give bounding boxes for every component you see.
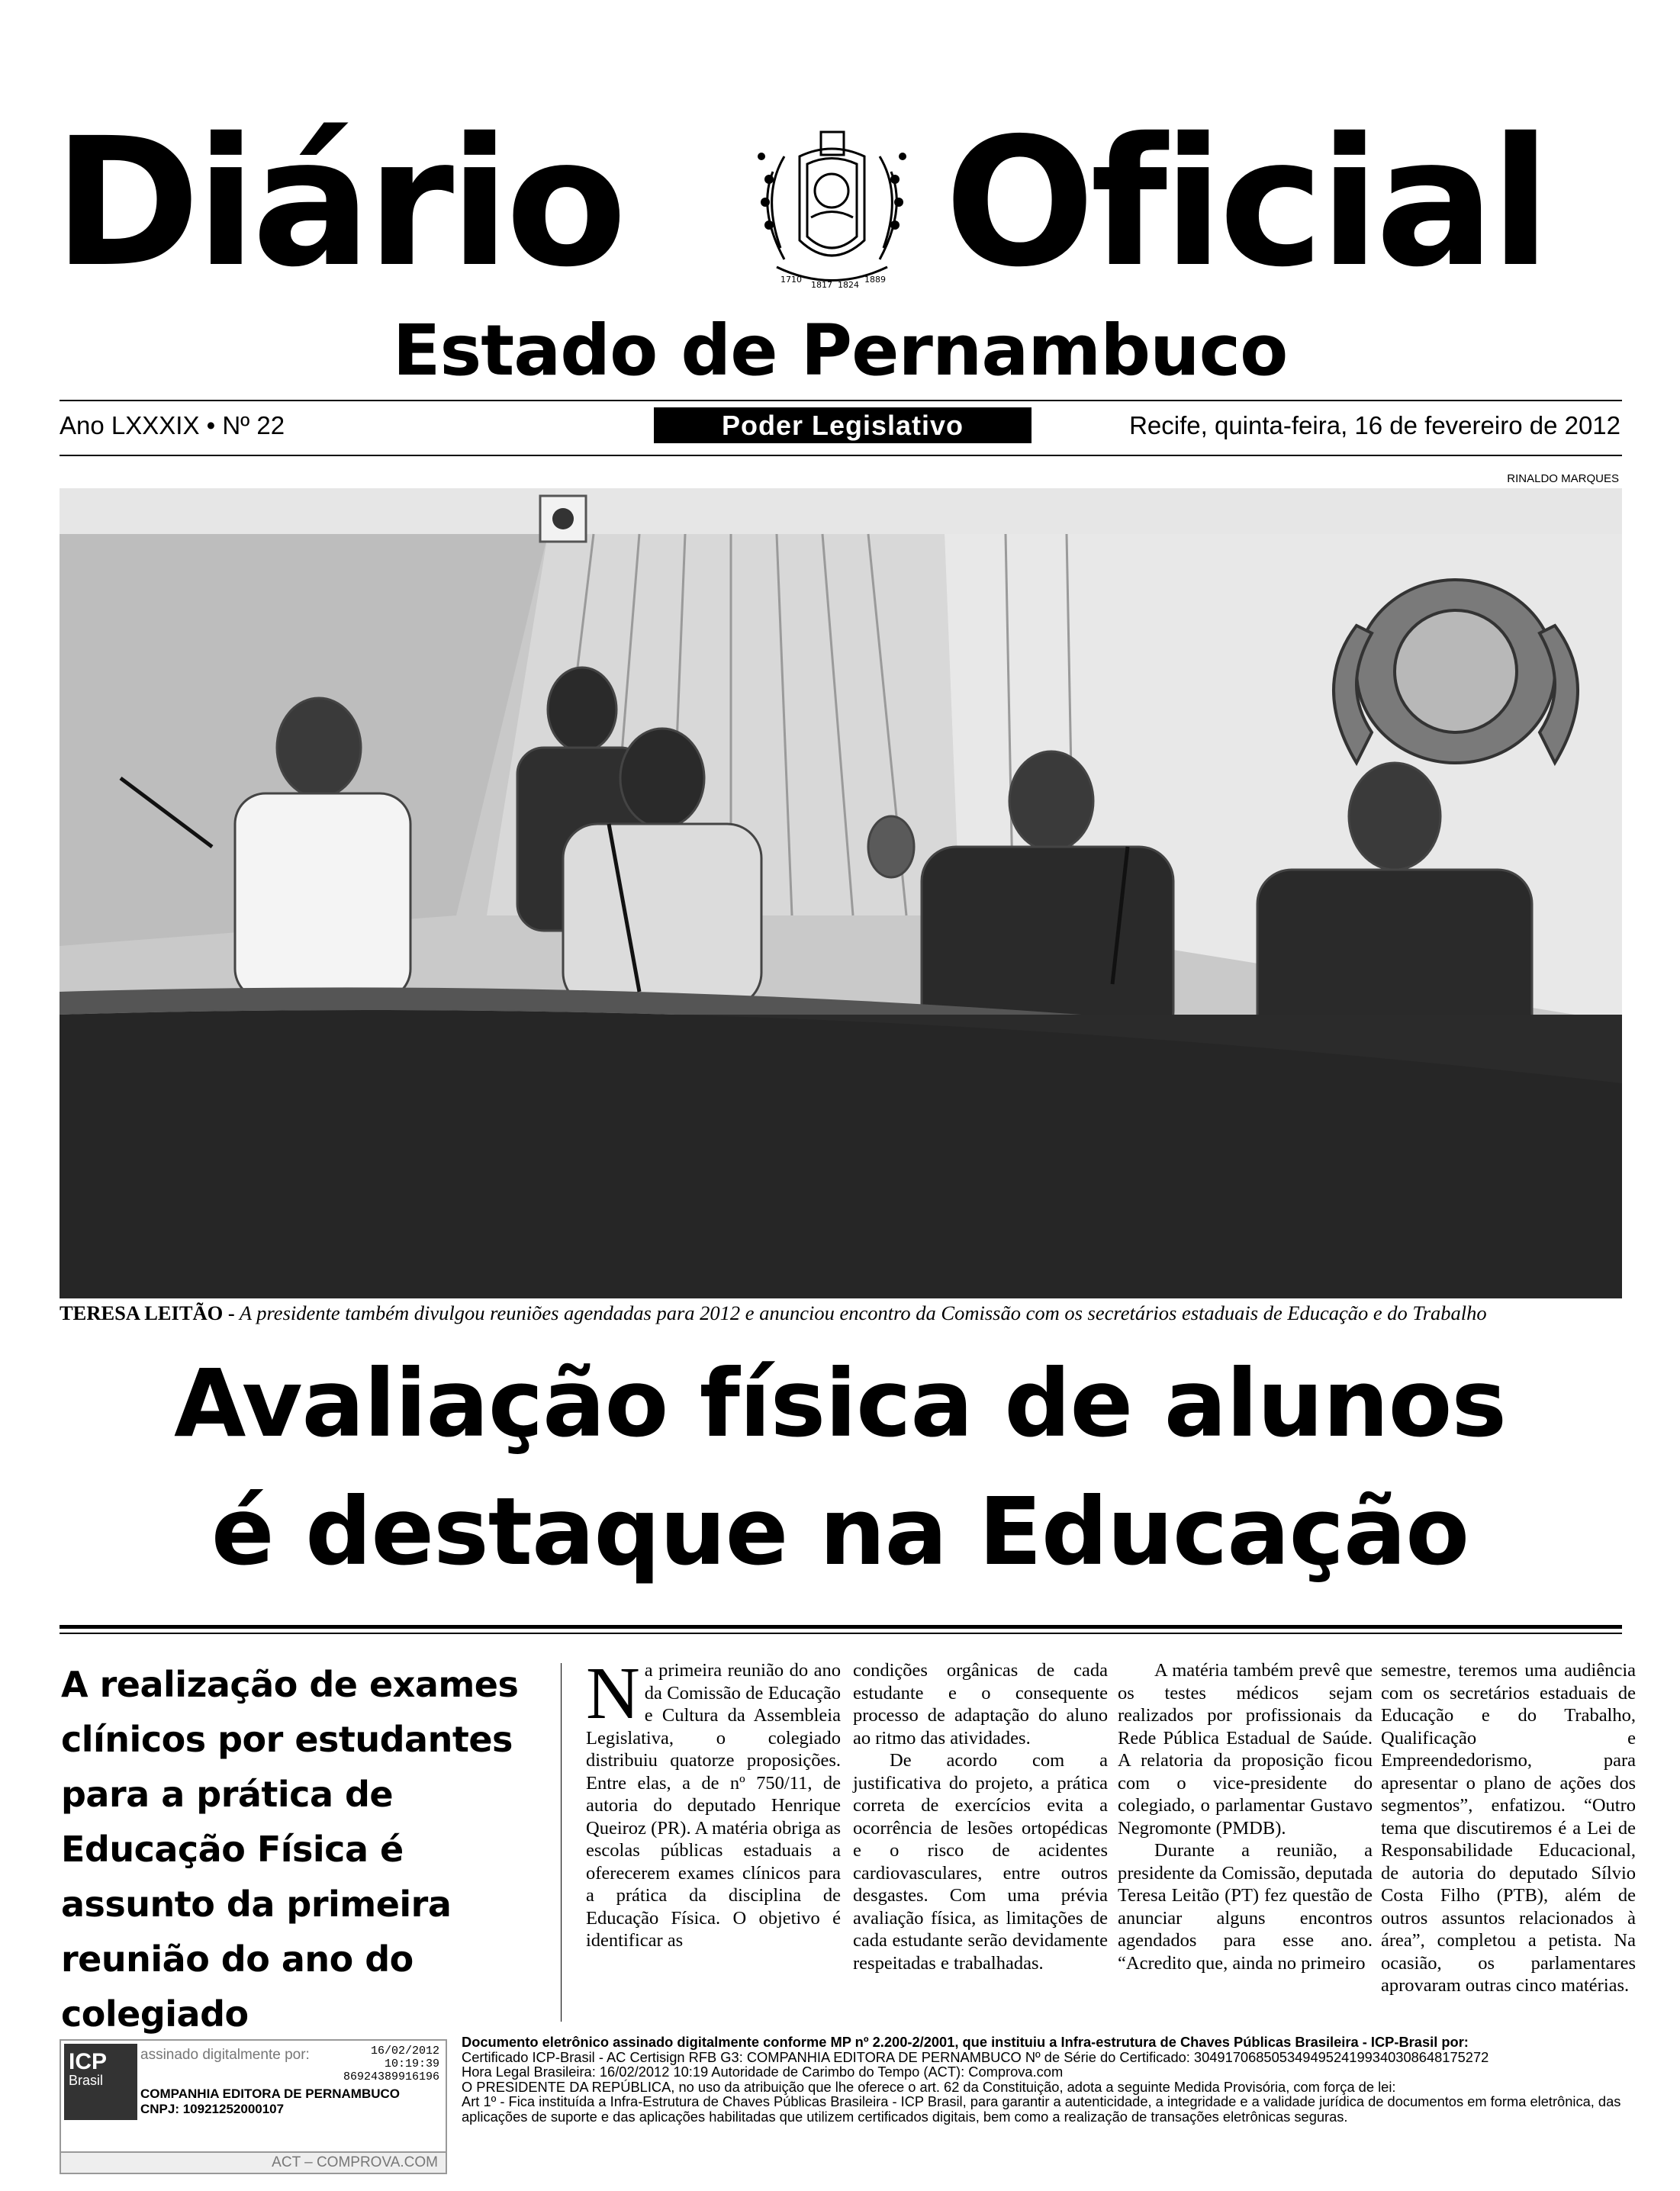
stamp-cnpj: CNPJ: 10921252000107	[140, 2102, 285, 2116]
article-paragraph: semestre, teremos uma audiência com os secretários estaduais de Educação e do Trabalho, Qualificação e Empreendedorismo, para apresentar o plano de ações dos segmentos”, enfatizou. “Outro tema que discutiremos é a Lei de Responsabilidade Educacional, de autoria do deputado Sílvio Costa Filho (PTB), além de outros assuntos relacionados à área”, completou a petista. Na ocasião, os parlamentares aprovaram outras cinco matérias.	[1381, 1660, 1636, 1996]
icp-logo-subtext: Brasil	[69, 2073, 104, 2088]
footer-line: Art 1º - Fica instituída a Infra-Estrutura de Chaves Públicas Brasileira - ICP Brasil, para garantir a autenticidade, a integridade e a validade jurídica de documentos em forma eletrônica, das aplicações de suporte e das aplicações habilitadas que utilizem certificados digitais, bem como a realização de transações eletrônicas seguras.	[462, 2093, 1621, 2125]
article-paragraph: a primeira reunião do ano da Comissão de Educação e Cultura da Assembleia Legislativa, o colegiado distribuiu quatorze proposições. Entre elas, a de nº 750/11, de autoria do deputado Henrique Queiroz (PR). A matéria obriga as escolas públicas estaduais a oferecerem exames clínicos para a prática da disciplina de Educação Física. O objetivo é identificar as	[586, 1660, 841, 1951]
headline-rule-thin	[60, 1633, 1622, 1634]
stamp-act-bar: ACT – COMPROVA.COM	[61, 2151, 446, 2173]
article-paragraph: condições orgânicas de cada estudante e o consequente processo de adaptação do aluno ao ritmo das atividades.	[853, 1660, 1108, 1749]
digital-signature-stamp	[60, 2039, 447, 2174]
headline-line-1: Avaliação física de alunos	[173, 1350, 1507, 1458]
headline-rule-thick	[60, 1625, 1622, 1629]
footer-line: Certificado ICP-Brasil - AC Certisign RFB G3: COMPANHIA EDITORA DE PERNAMBUCO Nº de Série do Certificado: 30491706850534949524199340308648175272	[462, 2048, 1489, 2065]
masthead-title-right: Oficial	[945, 100, 1546, 306]
photo-caption	[60, 1301, 1631, 1325]
column-divider	[561, 1663, 562, 2022]
drop-cap: N	[586, 1652, 640, 1735]
article-paragraph: A matéria também prevê que os testes médicos sejam realizados por profissionais da Rede Pública Estadual de Saúde. A relatoria da proposição ficou com o vice-presidente do colegiado, o parlamentar Gustavo Negromonte (PMDB).	[1118, 1660, 1373, 1839]
article-column-3	[1118, 1659, 1373, 1974]
photo-credit: RINALDO MARQUES	[1507, 472, 1619, 485]
issue-date: Recife, quinta-feira, 16 de fevereiro de 2012	[1129, 411, 1620, 439]
coat-year-3: 1824	[838, 280, 859, 290]
top-rule	[60, 400, 1622, 401]
coat-of-arms-emblem	[739, 126, 925, 301]
session-photo	[60, 488, 1622, 1298]
article-column-1	[586, 1652, 841, 1952]
coat-year-1: 1710	[780, 275, 802, 285]
issue-number: Ano LXXXIX • Nº 22	[60, 411, 285, 439]
article-paragraph: De acordo com a justificativa do projeto, a prática correta de exercícios evita a ocorrência de lesões ortopédicas e o risco de acidentes cardiovasculares, entre outros desgastes. Com uma prévia avaliação física, as limitações de cada estudante serão devidamente respeitadas e trabalhadas.	[853, 1750, 1108, 1974]
stamp-company: COMPANHIA EDITORA DE PERNAMBUCO	[140, 2086, 401, 2101]
stamp-date: 16/02/2012	[370, 2045, 439, 2057]
lead-summary: A realização de exames clínicos por estudantes para a prática de Educação Física é assunto da primeira reunião do ano do colegiado	[61, 1664, 519, 2035]
headline	[0, 1340, 1680, 1596]
caption-text: A presidente também divulgou reuniões agendadas para 2012 e anunciou encontro da Comissão com os secretários estaduais de Educação e do Trabalho	[234, 1301, 1487, 1324]
footer-line: Hora Legal Brasileira: 16/02/2012 10:19 Autoridade de Carimbo do Tempo (ACT): Comprova.com	[462, 2064, 1064, 2080]
signature-footer	[462, 2035, 1629, 2125]
article-paragraph: Durante a reunião, a presidente da Comissão, deputada Teresa Leitão (PT) fez questão de anunciar alguns encontros agendados para esse ano. “Acredito que, ainda no primeiro	[1118, 1840, 1373, 1974]
caption-label: TERESA LEITÃO -	[60, 1301, 235, 1324]
stamp-time: 10:19:39	[384, 2057, 439, 2070]
icp-brasil-logo	[64, 2044, 137, 2120]
icp-logo-text: ICP	[69, 2049, 108, 2074]
issue-bar-rule	[60, 455, 1622, 456]
article-column-4	[1381, 1659, 1636, 1997]
coat-year-2: 1817	[811, 280, 832, 290]
article-column-2	[853, 1659, 1108, 1974]
masthead-title-left: Diário	[53, 100, 623, 306]
stamp-code: 86924389916196	[343, 2070, 439, 2083]
footer-line: O PRESIDENTE DA REPÚBLICA, no uso da atribuição que lhe oferece o art. 62 da Constituição, adota a seguinte Medida Provisória, com força de lei:	[462, 2078, 1396, 2095]
footer-title: Documento eletrônico assinado digitalmente conforme MP nº 2.200-2/2001, que instituiu a Infra-estrutura de Chaves Públicas Brasileira - ICP-Brasil por:	[462, 2034, 1469, 2050]
stamp-signed-label: assinado digitalmente por:	[140, 2047, 310, 2063]
masthead-subtitle: Estado de Pernambuco	[392, 310, 1288, 391]
section-banner: Poder Legislativo	[654, 407, 1031, 443]
coat-year-4: 1889	[864, 275, 886, 285]
headline-line-2: é destaque na Educação	[211, 1478, 1469, 1586]
